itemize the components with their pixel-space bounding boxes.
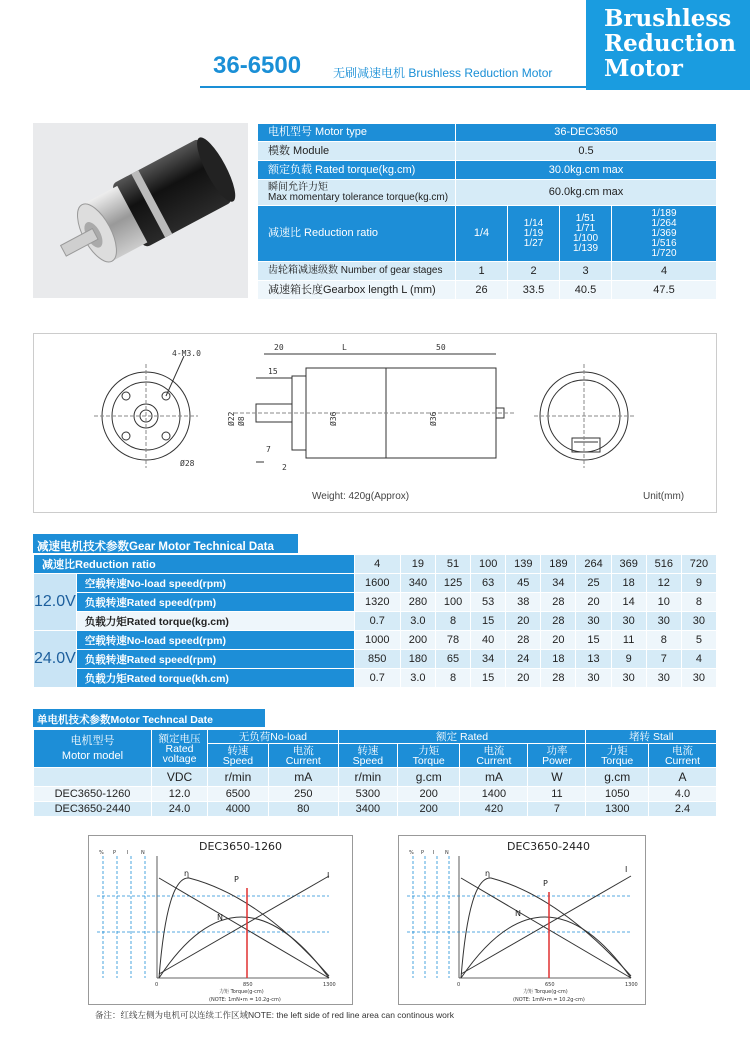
max-torque-value: 60.0kg.cm max (456, 180, 717, 206)
unit-cell: g.cm (586, 768, 648, 787)
value-cell: 8 (435, 669, 470, 688)
chart-2-svg (399, 836, 647, 1006)
model-subtitle: 无刷减速电机 Brushless Reduction Motor (333, 66, 553, 80)
value-cell: 125 (435, 574, 470, 593)
eta-label: η (485, 869, 491, 878)
ratio-item: 1/14 (523, 217, 544, 229)
voltage-12v: 12.0V (34, 574, 77, 631)
speed-curve (159, 878, 329, 978)
badge-line-2: Reduction (604, 30, 736, 57)
x-tick: 0 (155, 982, 159, 988)
value-cell: 15 (471, 669, 506, 688)
voltage-header: 额定电压 Rated voltage (152, 730, 208, 768)
motor-type-label: 电机型号 Motor type (258, 124, 456, 142)
row-label: 空载转速No-load speed(rpm) (76, 631, 354, 650)
unit-cell: r/min (208, 768, 269, 787)
value-cell: 13 (576, 650, 611, 669)
value-cell: 14 (611, 593, 646, 612)
value-cell: 12 (646, 574, 681, 593)
value-cell: 20 (506, 669, 541, 688)
row-label: 负载转速Rated speed(rpm) (76, 650, 354, 669)
value-cell: 5 (681, 631, 716, 650)
value-cell: 100 (435, 593, 470, 612)
chart-2-hdr-tick: I (433, 850, 435, 856)
x-note: (NOTE: 1mN•m = 10.2g-cm) (209, 997, 281, 1003)
value-cell: 30 (681, 669, 716, 688)
unit-cell: W (528, 768, 586, 787)
value-cell: 180 (400, 650, 435, 669)
dim-36-gearbox: Ø36 (329, 411, 338, 426)
motor-photo (33, 123, 248, 298)
value-cell: 65 (435, 650, 470, 669)
value-cell: 2.4 (648, 802, 716, 817)
length-label: 减速箱长度Gearbox length L (mm) (258, 281, 456, 300)
current-curve (159, 876, 329, 974)
rear-view (534, 364, 634, 468)
col-header: 转速 Speed (338, 744, 397, 768)
ratio-label: 减速比 Reduction ratio (258, 206, 456, 262)
value-cell: 30 (681, 612, 716, 631)
row-label: 负载转速Rated speed(rpm) (76, 593, 354, 612)
unit-cell: mA (460, 768, 528, 787)
stages-value: 4 (612, 262, 717, 281)
p-label: P (234, 875, 239, 884)
ratio-cell: 100 (471, 555, 506, 574)
x-label: 力矩 Torque(g-cm) (523, 989, 568, 995)
value-cell: 24.0 (152, 802, 208, 817)
dim-22: Ø22 (227, 411, 236, 426)
motor-illustration (33, 123, 248, 298)
length-value: 26 (456, 281, 508, 300)
current-curve (461, 876, 631, 974)
ratio-cell: 19 (400, 555, 435, 574)
stages-value: 1 (456, 262, 508, 281)
ratio-item: 1/516 (651, 237, 677, 249)
chart-1-hdr-tick: I (127, 850, 129, 856)
value-cell: 15 (576, 631, 611, 650)
model-header: 电机型号 Motor model (34, 730, 152, 768)
value-cell: 340 (400, 574, 435, 593)
chart-1-curves (159, 876, 329, 978)
col-header: 电流 Current (268, 744, 338, 768)
value-cell: 24 (506, 650, 541, 669)
value-cell: 6500 (208, 787, 269, 802)
value-cell: 280 (400, 593, 435, 612)
ratio-cell: 369 (611, 555, 646, 574)
i-label: I (327, 871, 330, 880)
dim-2: 2 (282, 463, 287, 472)
value-cell: 38 (506, 593, 541, 612)
gear-data-table (33, 554, 717, 688)
value-cell: 5300 (338, 787, 397, 802)
value-cell: 1000 (354, 631, 400, 650)
value-cell: 45 (506, 574, 541, 593)
rated-header: 额定 Rated (338, 730, 586, 744)
hole-label: 4-M3.0 (172, 349, 201, 358)
value-cell: 200 (397, 802, 459, 817)
value-cell: 4 (681, 650, 716, 669)
p-label: P (543, 879, 548, 888)
dim-20: 20 (274, 343, 284, 352)
length-value: 47.5 (612, 281, 717, 300)
stall-header: 堵转 Stall (586, 730, 717, 744)
x-tick: 0 (457, 982, 461, 988)
max-torque-label (258, 180, 456, 206)
ratio-item: 1/51 (575, 212, 596, 224)
chart-1-axes (97, 856, 329, 978)
ratio-group-3 (560, 206, 612, 262)
module-value: 0.5 (456, 142, 717, 161)
chart-2-hdr-tick: P (421, 850, 425, 856)
value-cell: 20 (541, 631, 576, 650)
value-cell: 30 (646, 669, 681, 688)
ratio-item: 1/264 (651, 217, 677, 229)
x-tick: 1300 (323, 982, 336, 988)
x-note: (NOTE: 1mN•m = 10.2g-cm) (513, 997, 585, 1003)
stages-value: 3 (560, 262, 612, 281)
ratio-cell: 189 (541, 555, 576, 574)
ratio-header-label: 减速比Reduction ratio (34, 555, 355, 574)
model-cell: DEC3650-1260 (34, 787, 152, 802)
chart-1-svg (89, 836, 354, 1006)
chart-2-title: DEC3650-2440 (507, 840, 591, 853)
ratio-cell: 4 (354, 555, 400, 574)
value-cell: 250 (268, 787, 338, 802)
performance-chart-1 (88, 835, 353, 1005)
value-cell: 9 (681, 574, 716, 593)
ratio-cell: 264 (576, 555, 611, 574)
dim-7: 7 (266, 445, 271, 454)
performance-chart-2 (398, 835, 646, 1005)
drawing-svg (34, 334, 718, 514)
power-curve (461, 917, 631, 978)
value-cell: 0.7 (354, 612, 400, 631)
value-cell: 28 (506, 631, 541, 650)
max-torque-label-en: Max momentary tolerance torque(kg.cm) (268, 191, 449, 203)
ratio-group-1 (456, 206, 508, 262)
value-cell: 7 (528, 802, 586, 817)
stages-value: 2 (508, 262, 560, 281)
power-curve (159, 917, 329, 978)
value-cell: 3.0 (400, 612, 435, 631)
stages-label: 齿轮箱减速级数 Number of gear stages (258, 262, 456, 281)
value-cell: 8 (435, 612, 470, 631)
value-cell: 20 (506, 612, 541, 631)
x-tick: 650 (545, 982, 555, 988)
chart-1-title: DEC3650-1260 (199, 840, 283, 853)
x-tick: 850 (243, 982, 253, 988)
value-cell: 15 (471, 612, 506, 631)
value-cell: 12.0 (152, 787, 208, 802)
unit-label: Unit(mm) (643, 491, 685, 502)
ratio-cell: 51 (435, 555, 470, 574)
ratio-group-2 (508, 206, 560, 262)
motor-data-title: 单电机技术参数Motor Techncal Date (33, 709, 265, 727)
model-title: 36-6500 (213, 52, 302, 79)
col-header: 力矩 Torque (586, 744, 648, 768)
motor-data-table (33, 729, 717, 817)
value-cell: 0.7 (354, 669, 400, 688)
ratio-cell: 139 (506, 555, 541, 574)
chart-1-hdr-tick: % (99, 850, 104, 856)
length-value: 40.5 (560, 281, 612, 300)
value-cell: 18 (541, 650, 576, 669)
dim-50: 50 (436, 343, 446, 352)
value-cell: 30 (576, 669, 611, 688)
col-header: 功率 Power (528, 744, 586, 768)
value-cell: 9 (611, 650, 646, 669)
row-label: 负载力矩Rated torque(kh.cm) (76, 669, 354, 688)
value-cell: 20 (576, 593, 611, 612)
units-blank (34, 768, 152, 787)
x-label: 力矩 Torque(g-cm) (219, 989, 264, 995)
unit-cell: mA (268, 768, 338, 787)
ratio-item: 1/4 (473, 227, 490, 239)
value-cell: 4.0 (648, 787, 716, 802)
value-cell: 10 (646, 593, 681, 612)
n-label: N (515, 909, 521, 918)
dim-l: L (342, 343, 347, 352)
motor-type-value: 36-DEC3650 (456, 124, 717, 142)
category-badge (586, 0, 750, 90)
ratio-item: 1/189 (651, 207, 677, 219)
chart-2-curves (461, 876, 631, 978)
unit-cell: VDC (152, 768, 208, 787)
rated-torque-label: 额定负载 Rated torque(kg.cm) (258, 161, 456, 180)
value-cell: 34 (471, 650, 506, 669)
max-torque-label-cn: 瞬间允许力矩 (268, 181, 328, 193)
ratio-cell: 516 (646, 555, 681, 574)
ratio-item: 1/71 (575, 222, 596, 234)
value-cell: 30 (646, 612, 681, 631)
spec-table (257, 123, 717, 300)
dim-8: Ø8 (237, 416, 246, 426)
col-header: 力矩 Torque (397, 744, 459, 768)
value-cell: 28 (541, 593, 576, 612)
chart-2-hdr-tick: N (445, 850, 449, 856)
ratio-item: 1/720 (651, 247, 677, 259)
row-label: 空载转速No-load speed(rpm) (76, 574, 354, 593)
value-cell: 7 (646, 650, 681, 669)
i-label: I (625, 865, 628, 874)
length-value: 33.5 (508, 281, 560, 300)
ratio-item: 1/369 (651, 227, 677, 239)
dim-36-motor: Ø36 (429, 411, 438, 426)
value-cell: 78 (435, 631, 470, 650)
value-cell: 420 (460, 802, 528, 817)
value-cell: 63 (471, 574, 506, 593)
dim-28: Ø28 (180, 459, 195, 468)
noload-header: 无负荷No-load (208, 730, 339, 744)
n-label: N (217, 913, 223, 922)
header-divider (200, 86, 586, 88)
chart-1-hdr-tick: P (113, 850, 117, 856)
model-cell: DEC3650-2440 (34, 802, 152, 817)
dim-15: 15 (268, 367, 278, 376)
unit-cell: r/min (338, 768, 397, 787)
value-cell: 11 (611, 631, 646, 650)
voltage-24v: 24.0V (34, 631, 77, 688)
ratio-item: 1/100 (572, 232, 599, 244)
value-cell: 850 (354, 650, 400, 669)
badge-line-1: Brushless (604, 5, 732, 32)
ratio-cell: 720 (681, 555, 716, 574)
ratio-item: 1/19 (523, 227, 544, 239)
chart-1-hdr-tick: N (141, 850, 145, 856)
value-cell: 34 (541, 574, 576, 593)
value-cell: 1050 (586, 787, 648, 802)
unit-cell: A (648, 768, 716, 787)
value-cell: 25 (576, 574, 611, 593)
ratio-item: 1/27 (523, 237, 544, 249)
speed-curve (461, 878, 631, 978)
unit-cell: g.cm (397, 768, 459, 787)
weight-label: Weight: 420g(Approx) (312, 491, 410, 502)
ratio-group-4 (612, 206, 717, 262)
value-cell: 28 (541, 612, 576, 631)
value-cell: 3.0 (400, 669, 435, 688)
eta-label: η (184, 869, 190, 878)
value-cell: 28 (541, 669, 576, 688)
badge-line-3: Motor (604, 55, 683, 82)
value-cell: 8 (646, 631, 681, 650)
value-cell: 53 (471, 593, 506, 612)
value-cell: 3400 (338, 802, 397, 817)
col-header: 电流 Current (648, 744, 716, 768)
dimension-drawing (33, 333, 717, 513)
value-cell: 30 (576, 612, 611, 631)
value-cell: 1320 (354, 593, 400, 612)
ratio-item: 1/139 (572, 242, 599, 254)
value-cell: 18 (611, 574, 646, 593)
value-cell: 11 (528, 787, 586, 802)
value-cell: 8 (681, 593, 716, 612)
col-header: 电流 Current (460, 744, 528, 768)
front-view (94, 356, 198, 468)
chart-2-hdr-tick: % (409, 850, 414, 856)
value-cell: 1600 (354, 574, 400, 593)
value-cell: 1400 (460, 787, 528, 802)
value-cell: 200 (397, 787, 459, 802)
value-cell: 200 (400, 631, 435, 650)
value-cell: 30 (611, 612, 646, 631)
x-tick: 1300 (625, 982, 638, 988)
module-label: 模数 Module (258, 142, 456, 161)
gear-data-title: 减速电机技术参数Gear Motor Technical Data (33, 534, 298, 553)
footnote: 备注：红线左侧为电机可以连续工作区域NOTE: the left side of red line area can continous work (95, 1010, 454, 1020)
rated-torque-value: 30.0kg.cm max (456, 161, 717, 180)
col-header: 转速 Speed (208, 744, 269, 768)
value-cell: 4000 (208, 802, 269, 817)
value-cell: 80 (268, 802, 338, 817)
row-label: 负载力矩Rated torque(kg.cm) (76, 612, 354, 631)
value-cell: 1300 (586, 802, 648, 817)
value-cell: 40 (471, 631, 506, 650)
value-cell: 30 (611, 669, 646, 688)
